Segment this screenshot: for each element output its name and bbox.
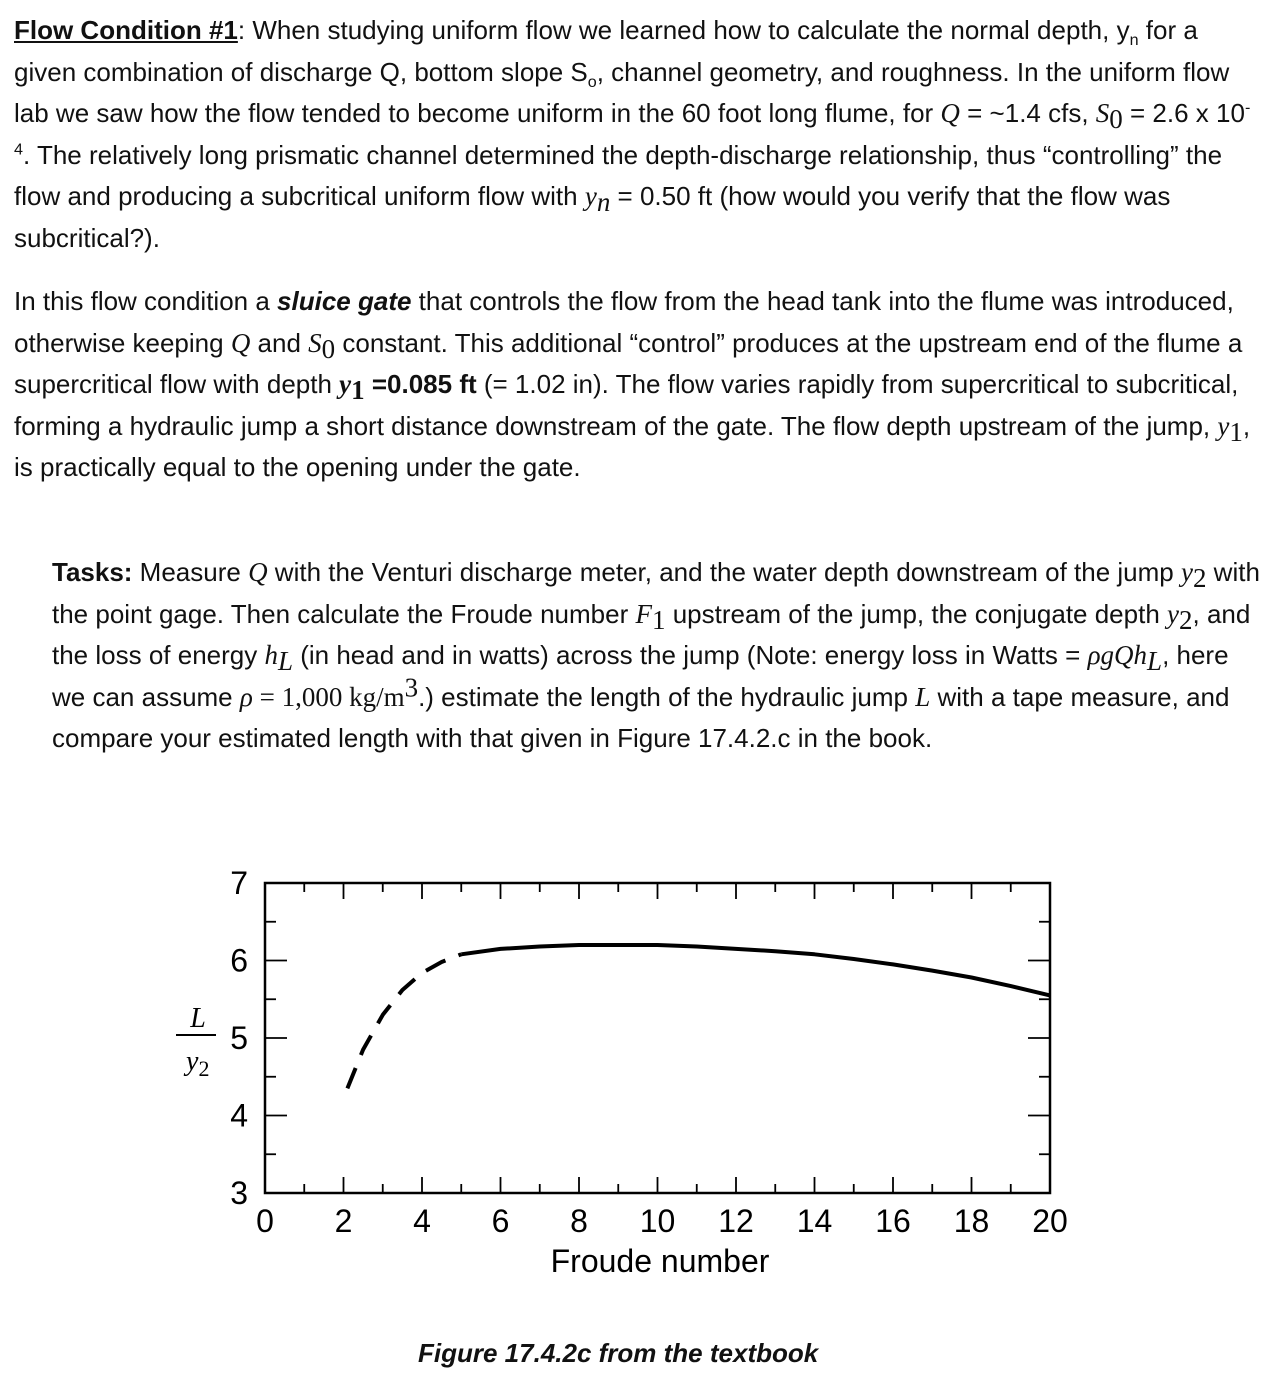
y-tick-labels (230, 865, 248, 1211)
figure-caption: Figure 17.4.2c from the textbook (418, 1338, 819, 1368)
math-text: = 1,000 kg/m (252, 681, 405, 712)
math-symbol: Q (248, 557, 268, 587)
math-symbol: ρgQh (1087, 640, 1148, 670)
text: , is practically equal to the opening under the gate. (14, 410, 1251, 482)
text: In this flow condition a (14, 286, 278, 316)
math-symbol: S (308, 327, 322, 358)
text: for a given combination of discharge Q, bottom slope S (14, 15, 1198, 87)
x-tick-label: 2 (334, 1203, 353, 1239)
text: , and the loss of energy (52, 598, 1251, 670)
math-symbol: ρ (239, 681, 253, 712)
y-tick-label: 3 (230, 1175, 248, 1211)
text: , here we can assume (52, 640, 1229, 712)
subscript: 0 (321, 333, 336, 364)
subscript: L (1147, 646, 1163, 677)
tasks-label: Tasks: (52, 557, 133, 587)
axis-ticks (265, 883, 1050, 1193)
depth-value: =0.085 ft (364, 369, 477, 399)
x-tick-label: 14 (796, 1203, 833, 1239)
text: (= 1.02 in). The flow varies rapidly from supercritical to subcritical, forming a hydraulic jump a short distance downstream of the gate. The flow depth upstream of the jump, (14, 369, 1239, 441)
subscript: 1 (1229, 416, 1243, 447)
text: that controls the flow from the head tank into the flume was introduced, otherwise keeping (14, 286, 1234, 358)
subscript: 1 (651, 604, 666, 635)
text: : When studying uniform flow we learned how to calculate the normal depth, y (237, 15, 1130, 45)
text: = 0.50 ft (how would you verify that the flow was subcritical?). (14, 181, 1171, 253)
math-symbol: y (1180, 557, 1193, 587)
x-tick-label: 6 (491, 1203, 510, 1239)
text: upstream of the jump, the conjugate depth (665, 598, 1168, 629)
series-line-dashed (347, 954, 461, 1088)
y-tick-label: 7 (230, 865, 248, 901)
math-symbol: y (339, 369, 352, 399)
text: with a tape measure, and compare your estimated length with that given in Figure 17.4.2.c in the book. (52, 681, 1230, 753)
x-tick-label: 0 (256, 1203, 274, 1239)
superscript: 3 (404, 671, 419, 702)
x-tick-label: 12 (718, 1203, 754, 1239)
math-symbol: L (915, 681, 931, 712)
text: .) estimate the length of the hydraulic jump (418, 681, 916, 712)
subscript: 0 (1109, 104, 1123, 135)
x-tick-labels (256, 1203, 1068, 1239)
text: . The relatively long prismatic channel determined the depth-discharge relationship, thus “controlling” the flow and producing a subcritical uniform flow with (14, 139, 1223, 211)
y-tick-label: 4 (230, 1097, 248, 1134)
math-symbol: y (1167, 598, 1179, 629)
y-label-denominator: $y_2$ (186, 1046, 210, 1081)
x-tick-label: 16 (875, 1203, 911, 1239)
text: = ~1.4 cfs, (959, 98, 1096, 128)
text: constant. This additional “control” produces at the upstream end of the flume a supercritical flow with depth (14, 327, 1243, 399)
math-symbol: y (584, 181, 597, 211)
text: Measure (132, 557, 249, 587)
subscript: 2 (1192, 563, 1207, 594)
x-tick-label: 4 (413, 1203, 431, 1239)
plot-frame (265, 883, 1050, 1193)
text: and (250, 327, 309, 358)
emphasis-sluice-gate: sluice gate (277, 286, 412, 316)
subscript: n (1129, 31, 1139, 50)
subscript: 1 (351, 375, 365, 406)
math-symbol: S (1095, 98, 1110, 128)
math-symbol: F (635, 598, 652, 629)
math-symbol: h (264, 640, 278, 670)
subscript: L (277, 646, 293, 677)
math-symbol: y (1217, 410, 1230, 441)
series-line-solid (461, 945, 1050, 995)
subscript: 2 (1179, 604, 1193, 635)
x-tick-label: 10 (639, 1203, 676, 1239)
math-symbol: Q (940, 98, 960, 128)
y-tick-label: 5 (230, 1020, 248, 1056)
math-symbol: Q (230, 327, 251, 358)
x-tick-label: 20 (1032, 1203, 1068, 1239)
subscript: o (587, 72, 597, 91)
text: = 2.6 x 10 (1122, 98, 1245, 128)
text: with the point gage. Then calculate the Froude number (52, 557, 1260, 629)
x-axis-label: Froude number (550, 1243, 770, 1279)
text: (in head and in watts) across the jump (Note: energy loss in Watts = (293, 640, 1088, 670)
subscript: n (596, 187, 611, 218)
superscript: -4 (14, 98, 1251, 158)
y-label-numerator: L (190, 1003, 206, 1034)
text: with the Venturi discharge meter, and the water depth downstream of the jump (267, 557, 1181, 587)
section-heading: Flow Condition #1 (14, 15, 238, 45)
curves (347, 945, 1050, 1088)
y-tick-label: 6 (230, 942, 248, 979)
x-tick-label: 18 (953, 1203, 990, 1239)
x-tick-label: 8 (570, 1203, 588, 1239)
text: , channel geometry, and roughness. In the uniform flow lab we saw how the flow tended to become uniform in the 60 foot long flume, for (14, 56, 1230, 128)
